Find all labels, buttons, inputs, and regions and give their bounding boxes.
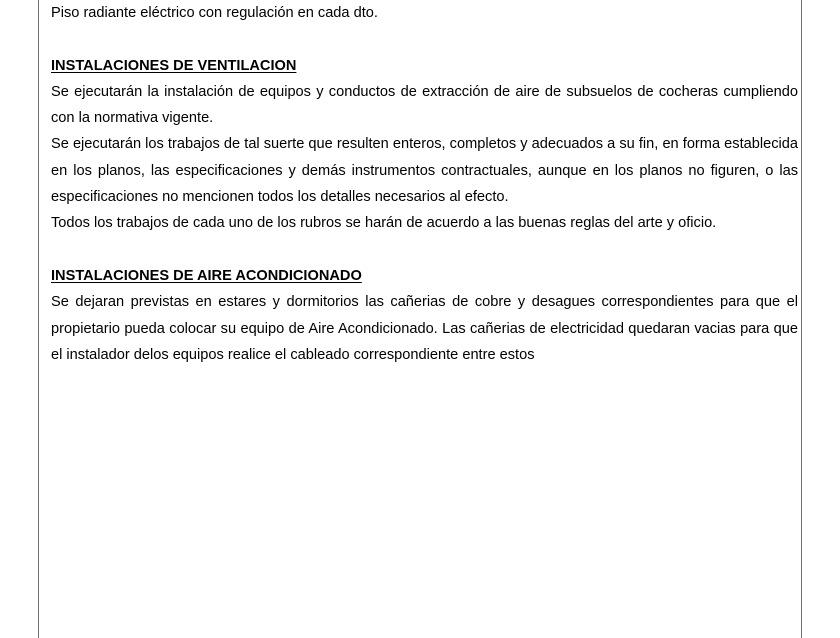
document-body: [51, 0, 798, 368]
spacer: [51, 237, 798, 263]
section-heading: INSTALACIONES DE AIRE ACONDICIONADO: [51, 267, 362, 284]
paragraph: Se dejaran previstas en estares y dormitorios las cañerias de cobre y desagues correspondientes para que el propietario pueda colocar su equipo de Aire Acondicionado. Las cañerias de electricidad quedaran vacias para que el instalador delos equipos realice el cableado correspondiente entre estos: [51, 294, 798, 363]
section-heading: INSTALACIONES DE VENTILACION: [51, 57, 297, 74]
intro-line: Piso radiante eléctrico con regulación en cada dto.: [51, 5, 378, 21]
paragraph: Se ejecutarán la instalación de equipos y conductos de extracción de aire de subsuelos de cocheras cumpliendo con la normativa vigente.: [51, 83, 798, 127]
section-aire-acondicionado: [51, 263, 798, 368]
paragraph: Se ejecutarán los trabajos de tal suerte que resulten enteros, completos y adecuados a su fin, en forma establecida en los planos, las especificaciones y demás instrumentos contractuales, aunque en los planos no figuren, o las especificaciones no mencionen todos los detalles necesarios al efecto.: [51, 136, 798, 206]
paragraph: Todos los trabajos de cada uno de los rubros se harán de acuerdo a las buenas reglas del arte y oficio.: [51, 215, 717, 232]
section-ventilacion: [51, 53, 798, 237]
spacer: [51, 26, 798, 52]
